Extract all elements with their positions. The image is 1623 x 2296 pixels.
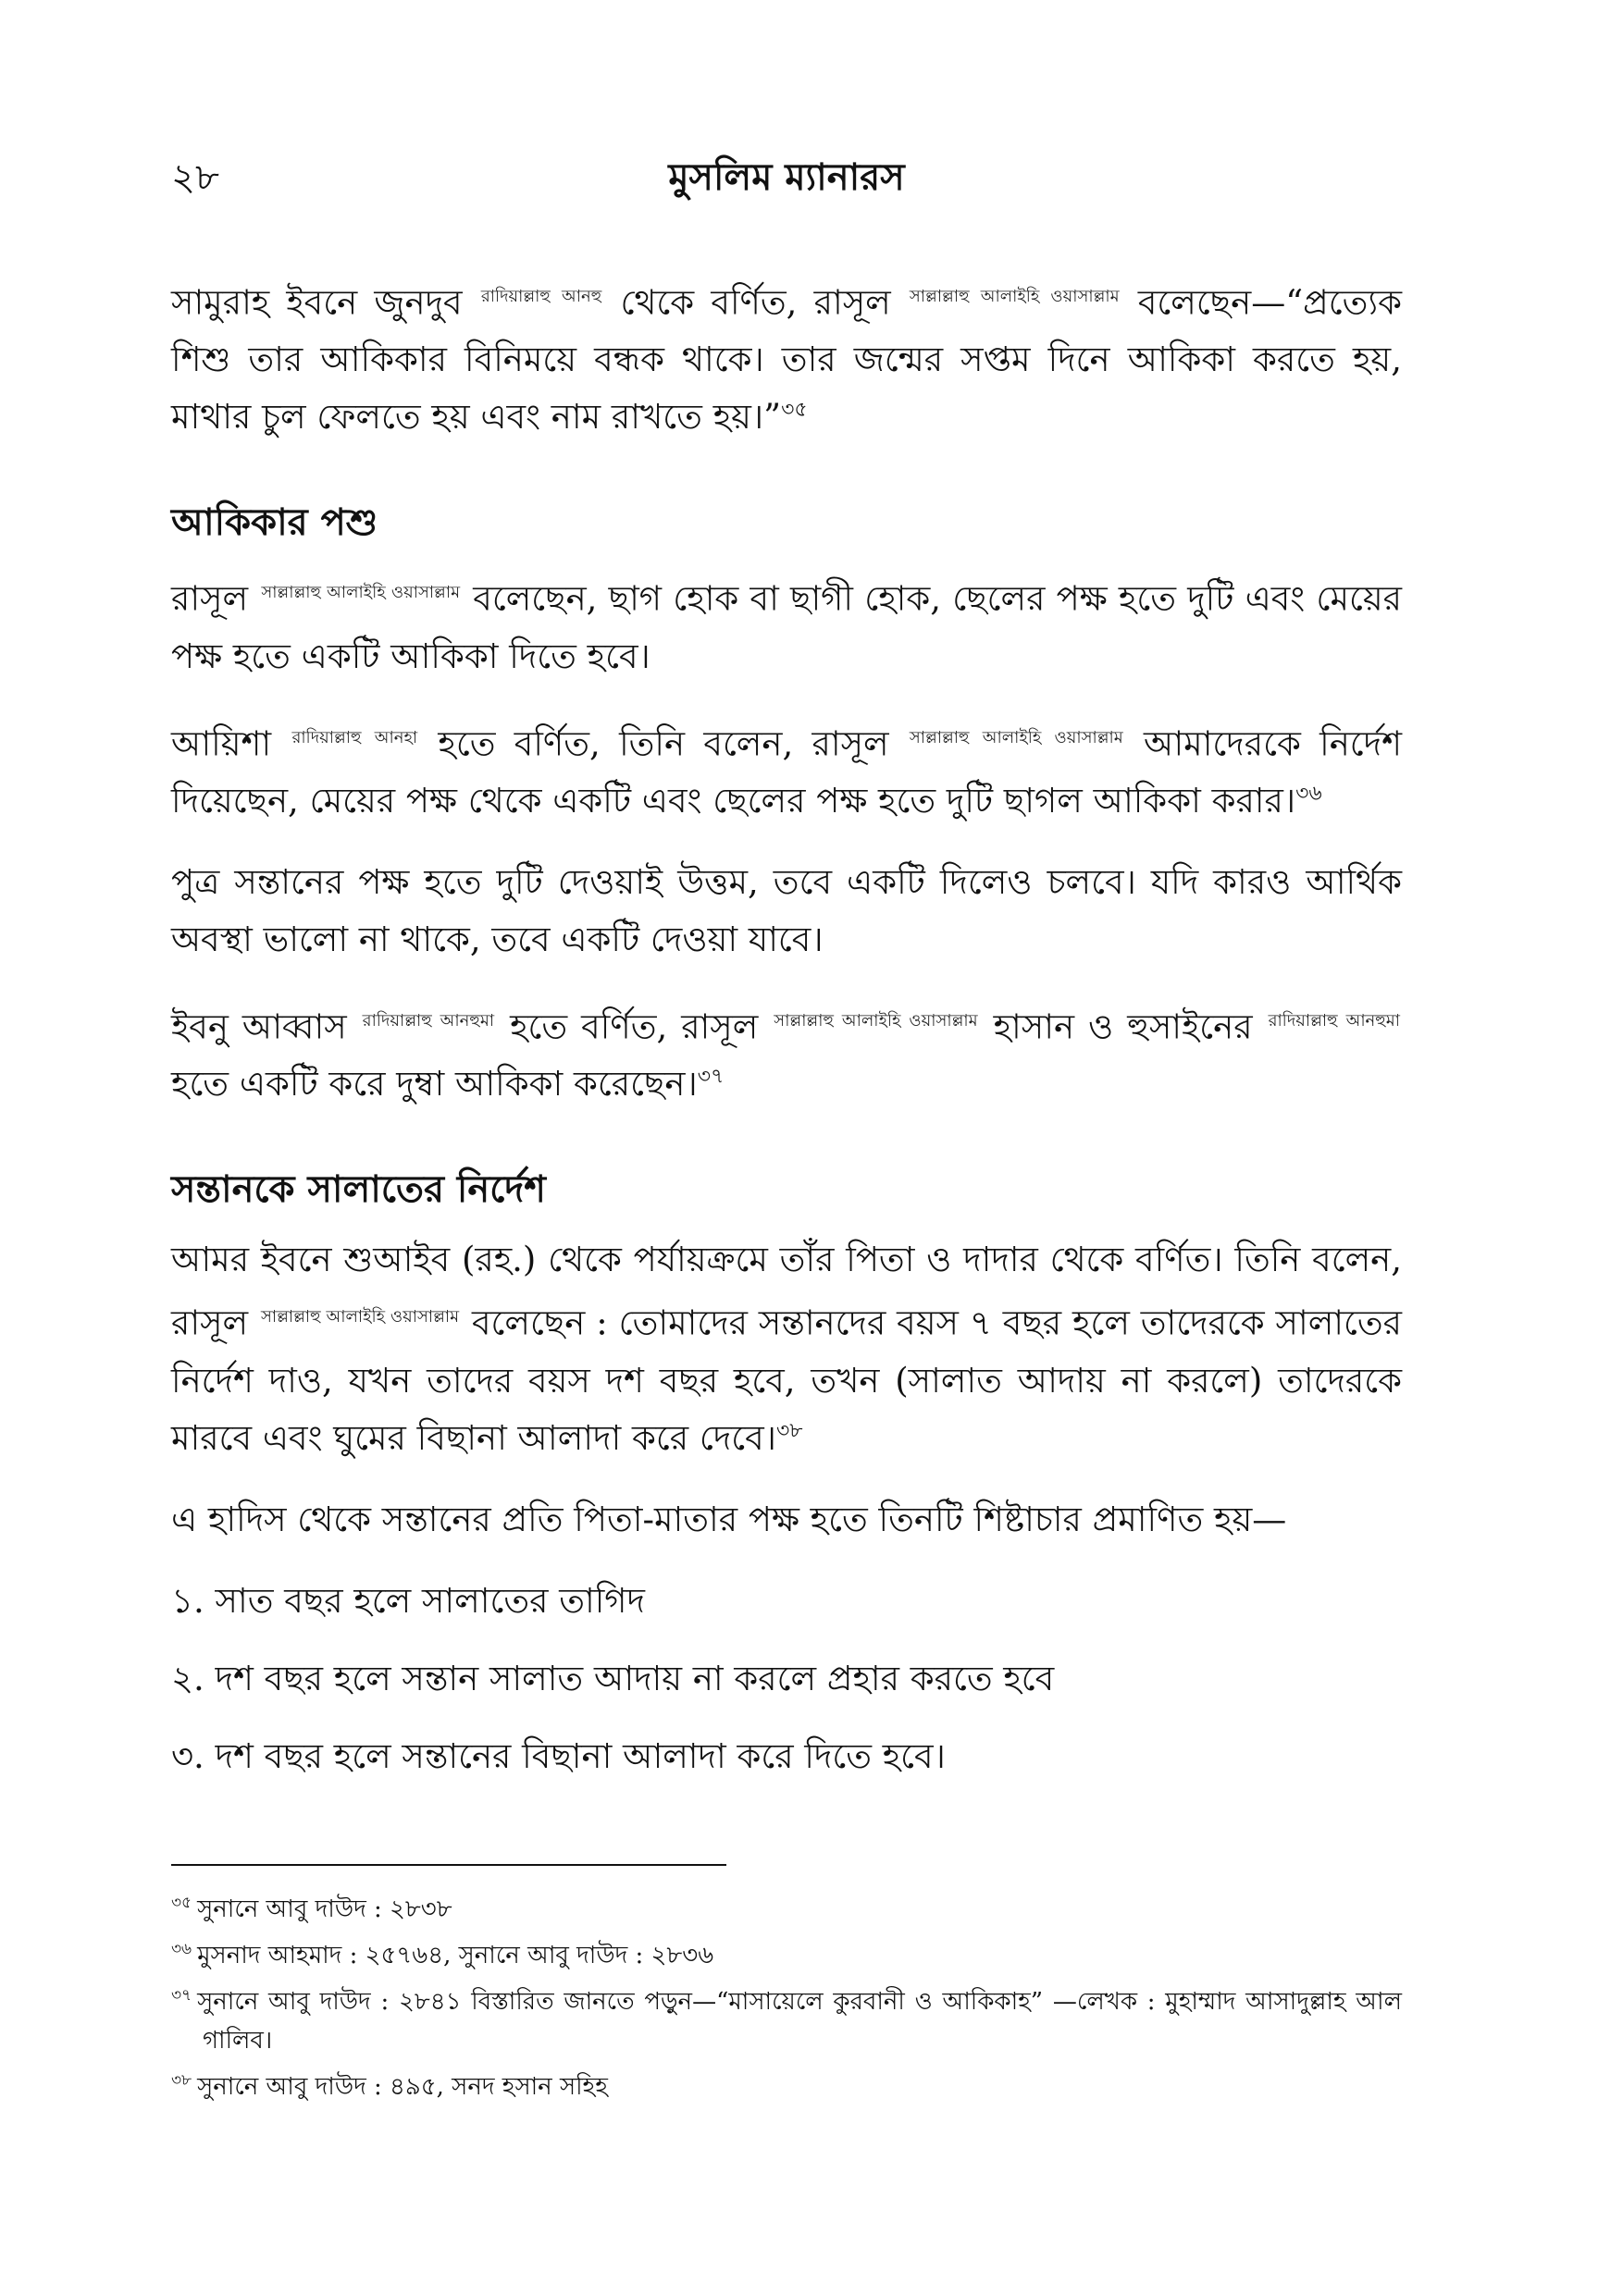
footnote-ref[interactable]: ৩৭ [697,1065,725,1089]
manners-list [171,1573,1402,1785]
footnotes [171,1864,1402,2114]
footnote-number: ৩৮ [171,2071,192,2091]
footnote [171,1982,1402,2060]
paragraph-amr-hadith [171,1231,1402,1466]
list-item: ১. সাত বছর হলে সালাতের তাগিদ [171,1580,645,1621]
page-header [171,148,1402,204]
footnote-ref[interactable]: ৩৬ [1295,782,1322,806]
text-segment: বলেছেন, ছাগ হোক বা ছাগী হোক, ছেলের পক্ষ হতে দুটি এবং মেয়ের পক্ষ হতে একটি আকিকা দিতে হবে। [171,578,1403,676]
paragraph-samurah-hadith [171,268,1402,446]
paragraph-ibn-abbas-hadith [171,993,1402,1113]
footnote-number: ৩৭ [171,1986,192,2006]
text-segment: সামুরাহ ইবনে জুনদুব [171,282,463,323]
footnote [171,1890,1402,1929]
honorific-ligature: সাল্লাল্লাহু আলাইহি ওয়াসাল্লাম [260,1307,460,1327]
footnote-ref[interactable]: ৩৫ [781,399,808,422]
honorific-ligature: সাল্লাল্লাহু আলাইহি ওয়াসাল্লাম [909,287,1120,306]
paragraph-three-manners: এ হাদিস থেকে সন্তানের প্রতি পিতা-মাতার পক্ষ হতে তিনটি শিষ্টাচার প্রমাণিত হয়— [171,1499,1287,1539]
honorific-ligature: সাল্লাল্লাহু আলাইহি ওয়াসাল্লাম [909,727,1123,747]
text-segment: বলেছেন—“প্রত্যেক শিশু তার আকিকার বিনিময়ে বন্ধক থাকে। তার জন্মের সপ্তম দিনে আকিকা করতে হয়, মাথার চুল ফেলতে হয় এবং নাম রাখতে হয়।” [171,282,1403,438]
footnote-ref[interactable]: ৩৮ [775,1419,803,1443]
footnote-text: সুনানে আবু দাউদ : ৪৯৫, সনদ হসান সহিহ [197,2073,608,2101]
honorific-ligature: রাদিয়াল্লাহু আনহা [291,727,418,747]
footnote-text: সুনানে আবু দাউদ : ২৮৪১ বিস্তারিত জানতে পড়ুন—“মাসায়েলে কুরবানী ও আকিকাহ” —লেখক : মুহাম্মাদ আসাদুল্লাহ আল গালিব। [197,1988,1402,2055]
paragraph-rasul-said [171,564,1402,685]
footnote-number: ৩৫ [171,1894,192,1913]
footnote-number: ৩৬ [171,1940,192,1959]
paragraph-two-better: পুত্র সন্তানের পক্ষ হতে দুটি দেওয়াই উত্তম, তবে একটি দিলেও চলবে। যদি কারও আর্থিক অবস্থা ভালো না থাকে, তবে একটি দেওয়া যাবে। [171,861,1402,959]
text-segment: আমর ইবনে শুআইব (রহ.) থেকে পর্যায়ক্রমে তাঁর পিতা ও দাদার থেকে বর্ণিত। তিনি বলেন, রাসূল [171,1240,1402,1343]
footnote-text: মুসনাদ আহমাদ : ২৫৭৬৪, সুনানে আবু দাউদ : ২৮৩৬ [197,1942,714,1969]
honorific-ligature: রাদিয়াল্লাহু আনহু [480,287,602,306]
honorific-ligature: সাল্লাল্লাহু আলাইহি ওয়াসাল্লাম [774,1010,978,1031]
honorific-ligature: সাল্লাল্লাহু আলাইহি ওয়াসাল্লাম [261,583,461,603]
page-number: ২৮ [171,156,219,199]
paragraph-aisha-hadith [171,710,1402,830]
text-segment: বলেছেন : তোমাদের সন্তানদের বয়স ৭ বছর হলে তাদেরকে সালাতের নির্দেশ দাও, যখন তাদের বয়স দশ বছর হবে, তখন (সালাত আদায় না করলে) তাদেরকে মারবে এবং ঘুমের বিছানা আলাদা করে দেবে। [171,1302,1402,1458]
section-heading-salat-instruction: সন্তানকে সালাতের নির্দেশ [171,1167,546,1212]
section-heading-aqiqah-animal: আকিকার পশু [171,500,378,545]
text-segment: থেকে বর্ণিত, রাসূল [620,282,891,323]
text-segment: হাসান ও হুসাইনের [993,1006,1253,1047]
text-segment: আয়িশা [171,722,272,763]
text-segment: ইবনু আব্বাস [171,1006,347,1047]
footnote [171,2068,1402,2106]
list-item: ২. দশ বছর হলে সন্তান সালাত আদায় না করলে প্রহার করতে হবে [171,1658,1055,1698]
body-text [171,268,1402,1806]
footnote-divider [171,1864,726,1866]
footnote [171,1936,1402,1975]
text-segment: রাসূল [171,578,249,619]
honorific-ligature: রাদিয়াল্লাহু আনহুমা [362,1010,495,1031]
list-item: ৩. দশ বছর হলে সন্তানের বিছানা আলাদা করে দিতে হবে। [171,1735,946,1776]
text-segment: হতে বর্ণিত, তিনি বলেন, রাসূল [438,722,889,763]
running-title: মুসলিম ম্যানারস [668,155,905,199]
text-segment: হতে একটি করে দুম্বা আকিকা করেছেন। [171,1064,698,1105]
footnote-text: সুনানে আবু দাউদ : ২৮৩৮ [197,1895,452,1923]
honorific-ligature: রাদিয়াল্লাহু আনহুমা [1268,1010,1401,1031]
text-segment: আমাদেরকে নির্দেশ দিয়েছেন, মেয়ের পক্ষ থেকে একটি এবং ছেলের পক্ষ হতে দুটি ছাগল আকিকা করার। [171,722,1402,821]
text-segment: হতে বর্ণিত, রাসূল [510,1006,759,1047]
